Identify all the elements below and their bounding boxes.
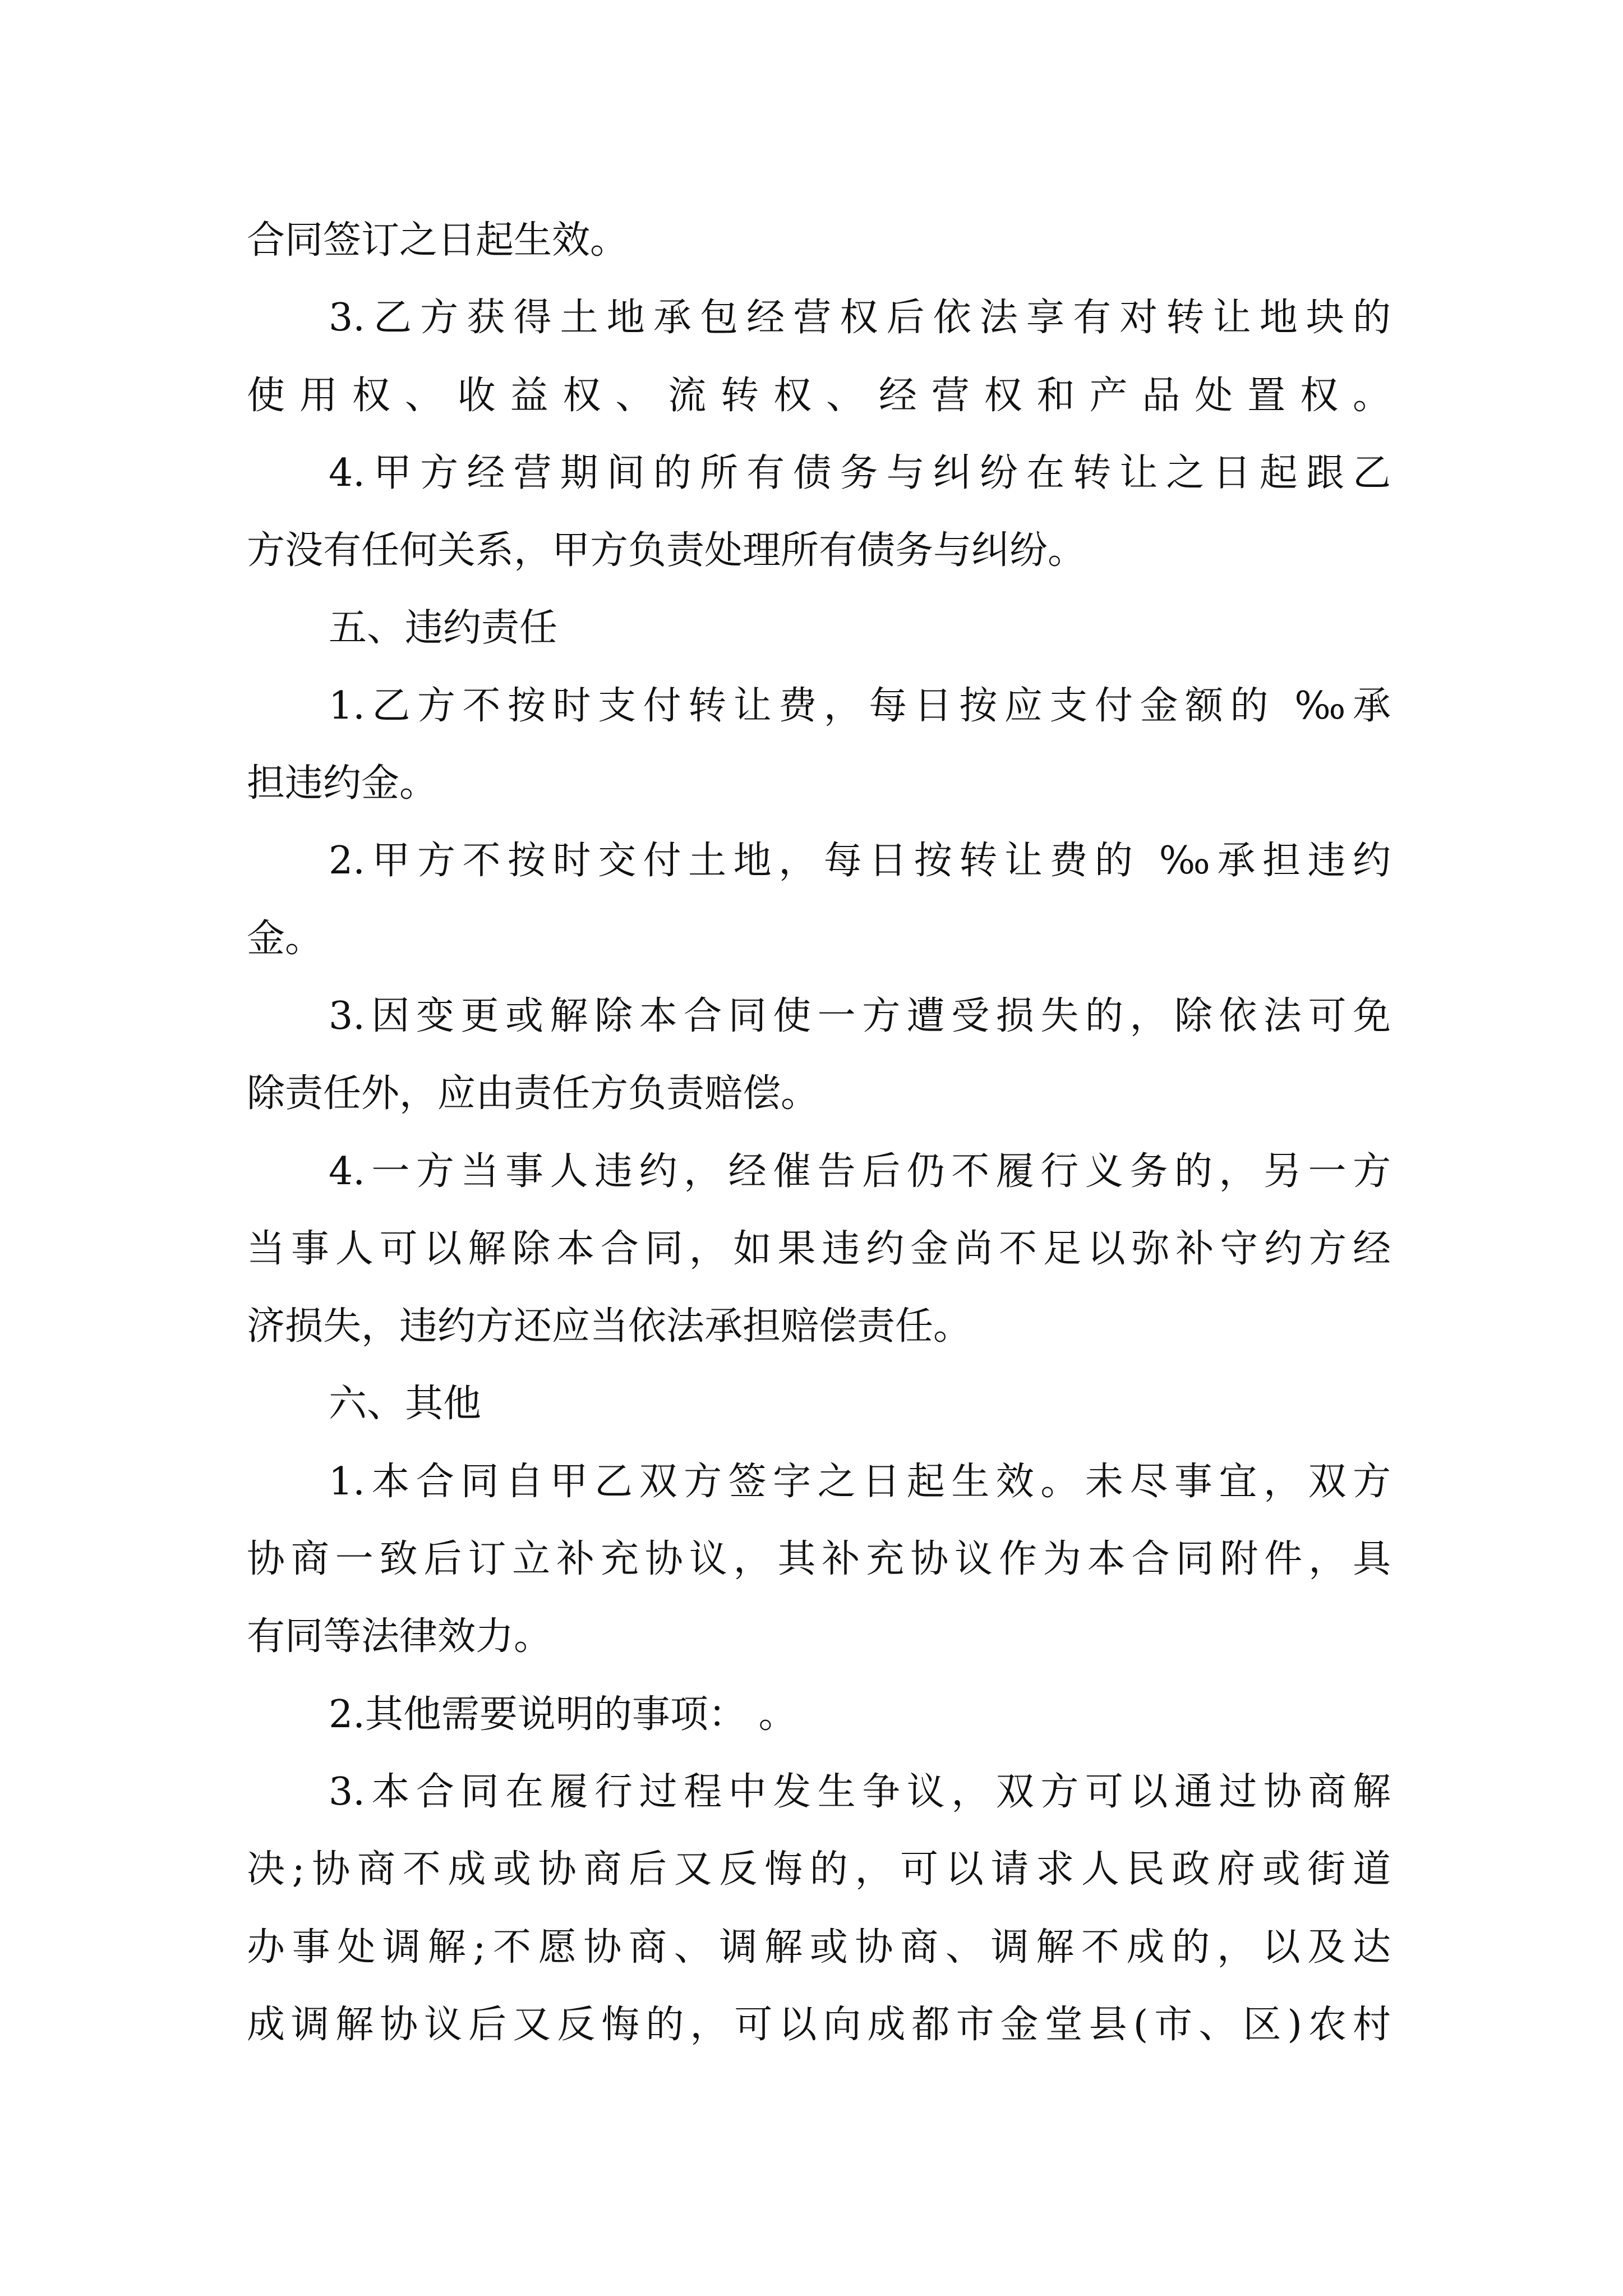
text-line: 担违约金。 [247,761,438,806]
section-heading: 五、违约责任 [329,606,558,651]
text-line: 3.本合同在履行过程中发生争议，双方可以通过协商解 [329,1769,1391,1814]
text-line: 4.一方当事人违约，经催告后仍不履行义务的，另一方 [329,1149,1391,1194]
text-line: 成调解协议后又反悔的，可以向成都市金堂县(市、区)农村 [247,2002,1391,2047]
document-body [247,202,1391,2064]
text-line: 3.乙方获得土地承包经营权后依法享有对转让地块的 [329,296,1391,341]
text-line: 1.乙方不按时支付转让费，每日按应支付金额的 ‰承 [329,683,1391,728]
text-line: 2.甲方不按时交付土地，每日按转让费的 ‰承担违约 [329,839,1391,884]
text-line: 4.甲方经营期间的所有债务与纠纷在转让之日起跟乙 [329,450,1391,495]
text-line: 2.其他需要说明的事项： 。 [329,1692,797,1737]
text-line: 除责任外，应由责任方负责赔偿。 [247,1071,819,1116]
text-line: 有同等法律效力。 [247,1614,552,1659]
text-line: 协商一致后订立补充协议，其补充协议作为本合同附件，具 [247,1537,1391,1582]
text-line: 办事处调解;不愿协商、调解或协商、调解不成的，以及达 [247,1925,1391,1970]
text-line: 当事人可以解除本合同，如果违约金尚不足以弥补守约方经 [247,1226,1391,1271]
text-line: 济损失，违约方还应当依法承担赔偿责任。 [247,1304,972,1349]
text-line: 合同签订之日起生效。 [247,218,629,263]
text-line: 使用权、收益权、流转权、经营权和产品处置权。 [247,373,1391,418]
text-line: 决;协商不成或协商后又反悔的，可以请求人民政府或街道 [247,1847,1391,1892]
text-line: 3.因变更或解除本合同使一方遭受损失的，除依法可免 [329,993,1391,1038]
text-line: 金。 [247,916,324,961]
text-line: 1.本合同自甲乙双方签字之日起生效。未尽事宜，双方 [329,1459,1391,1504]
text-line: 方没有任何关系，甲方负责处理所有债务与纠纷。 [247,528,1086,573]
section-heading: 六、其他 [329,1382,482,1427]
